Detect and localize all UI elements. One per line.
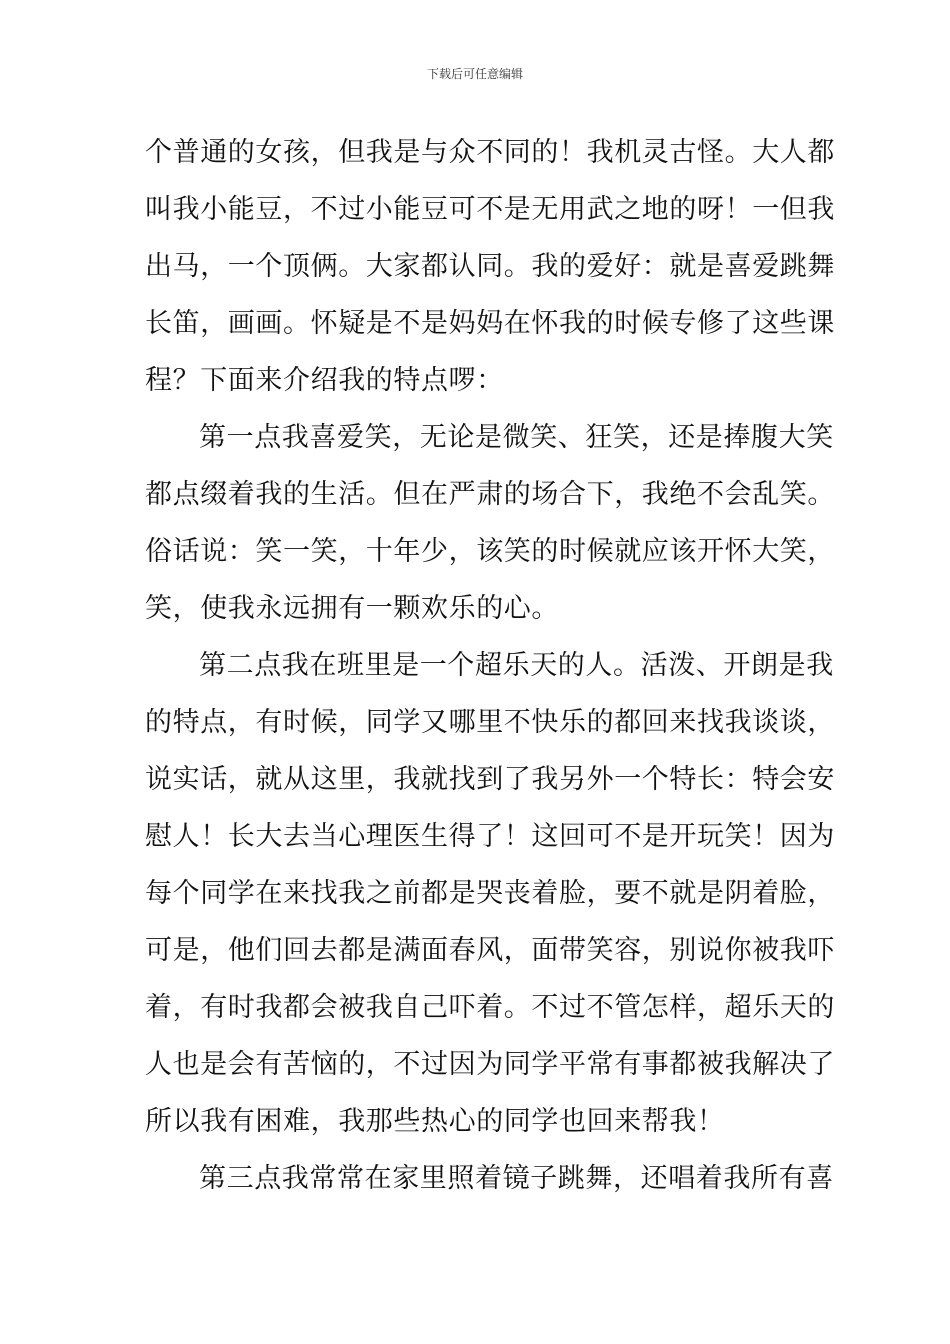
text-line: 叫我小能豆，不过小能豆可不是无用武之地的呀！一但我 — [145, 194, 835, 225]
text-line: 出马，一个顶俩。大家都认同。我的爱好：就是喜爱跳舞 — [145, 251, 835, 282]
text-line: 程？下面来介绍我的特点啰： — [145, 365, 504, 396]
paragraph-first-line: 第二点我在班里是一个超乐天的人。活泼、开朗是我 — [199, 650, 834, 681]
text-line: 俗话说：笑一笑，十年少，该笑的时候就应该开怀大笑， — [145, 536, 835, 567]
text-line: 说实话，就从这里，我就找到了我另外一个特长：特会安 — [145, 764, 835, 795]
paragraph-first-line: 第一点我喜爱笑，无论是微笑、狂笑，还是捧腹大笑 — [199, 422, 834, 453]
document-body — [145, 124, 835, 1207]
text-line: 的特点，有时候，同学又哪里不快乐的都回来找我谈谈， — [145, 707, 835, 738]
text-line: 每个同学在来找我之前都是哭丧着脸，要不就是阴着脸， — [145, 878, 835, 909]
text-line: 着，有时我都会被我自己吓着。不过不管怎样，超乐天的 — [145, 992, 835, 1023]
paragraph-first-line: 第三点我常常在家里照着镜子跳舞，还唱着我所有喜 — [199, 1163, 834, 1194]
text-line: 长笛，画画。怀疑是不是妈妈在怀我的时候专修了这些课 — [145, 308, 835, 339]
text-line: 所以我有困难，我那些热心的同学也回来帮我！ — [145, 1106, 725, 1137]
page-header: 下载后可任意编辑 — [426, 67, 523, 81]
text-line: 人也是会有苦恼的，不过因为同学平常有事都被我解决了 — [145, 1049, 835, 1080]
text-line: 慰人！长大去当心理医生得了！这回可不是开玩笑！因为 — [145, 821, 835, 852]
text-line: 可是，他们回去都是满面春风，面带笑容，别说你被我吓 — [145, 935, 835, 966]
text-line: 都点缀着我的生活。但在严肃的场合下，我绝不会乱笑。 — [145, 479, 835, 510]
text-line: 个普通的女孩，但我是与众不同的！我机灵古怪。大人都 — [145, 137, 835, 168]
text-line: 笑，使我永远拥有一颗欢乐的心。 — [145, 593, 559, 624]
